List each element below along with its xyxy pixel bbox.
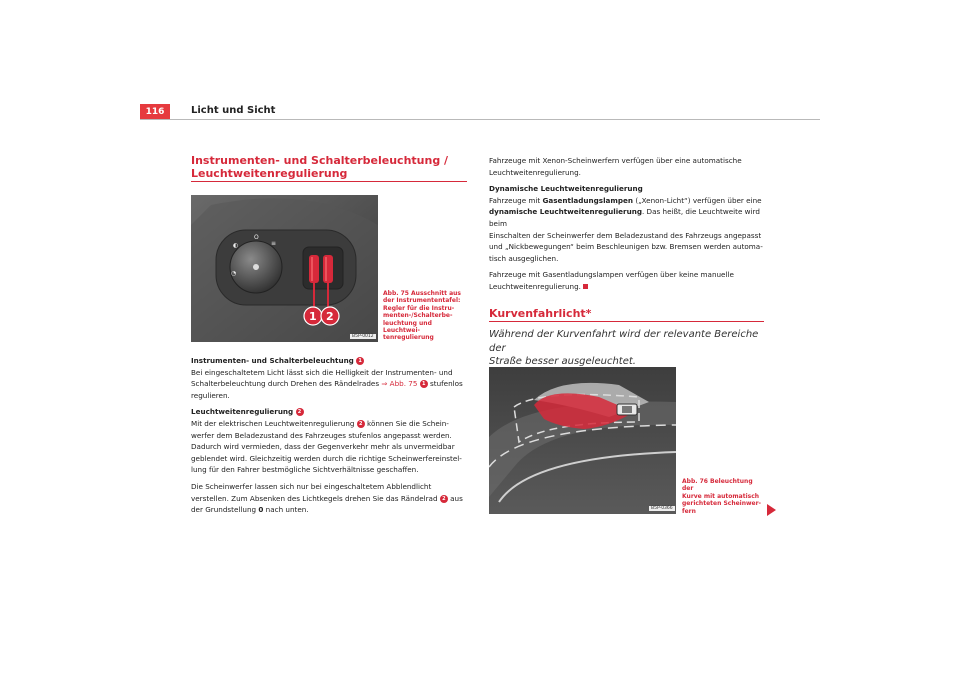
paragraph-line: Leuchtweitenregulierung. [489,167,581,177]
caption-line: fern [682,507,696,515]
badge-2: 2 [357,420,365,428]
section-title [191,154,448,180]
paragraph-line: . Das heißt, die Leuchtweite wird beim [489,207,760,228]
figure-75-light-switch [191,195,378,342]
subheading-dynamic-range: Dynamische Leuchtweitenregulierung [489,184,643,194]
figure-reference-link[interactable]: ⇒ Abb. 75 [381,379,418,389]
paragraph-line: („Xenon-Licht“) verfügen über eine [633,195,762,205]
badge-2: 2 [440,495,448,503]
paragraph-line: stufenlos [427,379,463,389]
caption-line: gerichteten Scheinwer- [682,500,762,508]
subheading-instrument-lighting: Instrumenten- und Schalterbeleuchtung [191,356,354,365]
paragraph-line: Bei eingeschaltetem Licht lässt sich die Helligkeit der Instrumenten- und [191,367,453,377]
paragraph-line: Einschalten der Scheinwerfer dem Beladezustand des Fahrzeugs angepasst [489,230,762,240]
curve-lighting-illustration [489,367,676,514]
header-divider [140,119,820,120]
figure-75-caption [383,290,467,342]
section-title-rule [191,181,467,182]
caption-line: Abb. 76 Beleuchtung der [682,478,753,493]
badge-1: 1 [420,380,428,388]
svg-text:O: O [254,234,259,241]
bold-term: Gasentladungslampen [542,195,634,205]
paragraph-line: der Grundstellung [191,505,259,515]
intro-line: Während der Kurvenfahrt wird der relevante Bereiche der [489,329,759,354]
paragraph-line: regulieren. [191,390,230,400]
page-number: 116 [140,104,170,120]
paragraph-line: und „Nickbewegungen“ beim Beschleunigen bzw. Bremsen werden automa- [489,242,763,252]
paragraph-line: verstellen. Zum Absenken des Lichtkegels drehen Sie das Rändelrad [191,493,440,503]
section2-title-rule [489,321,764,322]
caption-line: menten-/Schalterbe- [383,312,453,320]
right-body-text [489,155,779,293]
paragraph-line: Dadurch wird vermieden, dass der Gegenverkehr mehr als unvermeidbar [191,442,455,452]
caption-line: leuchtung und Leuchtwei- [383,319,432,335]
paragraph-line: können Sie die Schein- [364,418,449,428]
paragraph-line: Mit der elektrischen Leuchtweitenregulierung [191,418,357,428]
figure-76-code: B5P-0366 [651,506,673,511]
svg-text:1: 1 [309,310,317,323]
paragraph-line: lung für den Fahrer bestmögliche Sichtverhältnisse geschaffen. [191,465,419,475]
svg-text:2: 2 [326,310,334,323]
paragraph-line: Schalterbeleuchtung durch Drehen des Rändelrades [191,379,382,389]
badge-1: 1 [356,357,364,365]
left-body-text [191,355,471,516]
section2-title: Kurvenfahrlicht* [489,307,592,320]
paragraph-line: Die Scheinwerfer lassen sich nur bei eingeschaltetem Abblendlicht [191,481,432,491]
paragraph-line: werfer dem Beladezustand des Fahrzeuges stufenlos angepasst werden. [191,430,452,440]
section-title-line-2: Leuchtweitenregulierung [191,167,348,180]
paragraph-line: Fahrzeuge mit Gasentladungslampen verfügen über keine manuelle [489,270,734,280]
section-end-marker [583,284,588,289]
paragraph-line: tisch ausgeglichen. [489,253,559,263]
caption-line: der Instrumententafel: [383,297,461,305]
section2-intro [489,328,769,369]
caption-line: Regler für die Instru- [383,304,455,312]
caption-line: Kurve mit automatisch [682,492,760,500]
bold-term: dynamische Leuchtweitenregulierung [489,207,642,217]
svg-text:≡: ≡ [271,240,277,247]
section-title-line-1: Instrumenten- und Schalterbeleuchtung / [191,154,449,167]
figure-76-curve-lighting [489,367,676,514]
subheading-headlight-range: Leuchtweitenregulierung [191,407,294,417]
paragraph-line: Leuchtweitenregulierung. [489,281,581,291]
position-zero: 0 [258,505,264,515]
figure-76-caption [682,478,766,515]
paragraph-line: aus [447,493,463,503]
intro-line: Straße besser ausgeleuchtet. [489,356,636,367]
figure-75-code: B5P-0012 [352,334,374,339]
light-switch-illustration [191,195,378,342]
badge-2: 2 [296,408,304,416]
next-page-arrow-icon[interactable] [767,504,776,516]
paragraph-line: nach unten. [263,505,309,515]
paragraph-line: Fahrzeuge mit Xenon-Scheinwerfern verfügen über eine automatische [489,156,742,165]
svg-text:◐: ◐ [233,242,239,249]
svg-text:◔: ◔ [231,270,237,277]
paragraph-line: Fahrzeuge mit [489,195,543,205]
paragraph-line: geblendet wird. Gleichzeitig werden durch die richtige Scheinwerfereinstel- [191,453,462,463]
caption-line: Abb. 75 Ausschnitt aus [383,290,461,297]
running-header-title: Licht und Sicht [191,105,276,116]
caption-line: tenregulierung [383,334,434,342]
